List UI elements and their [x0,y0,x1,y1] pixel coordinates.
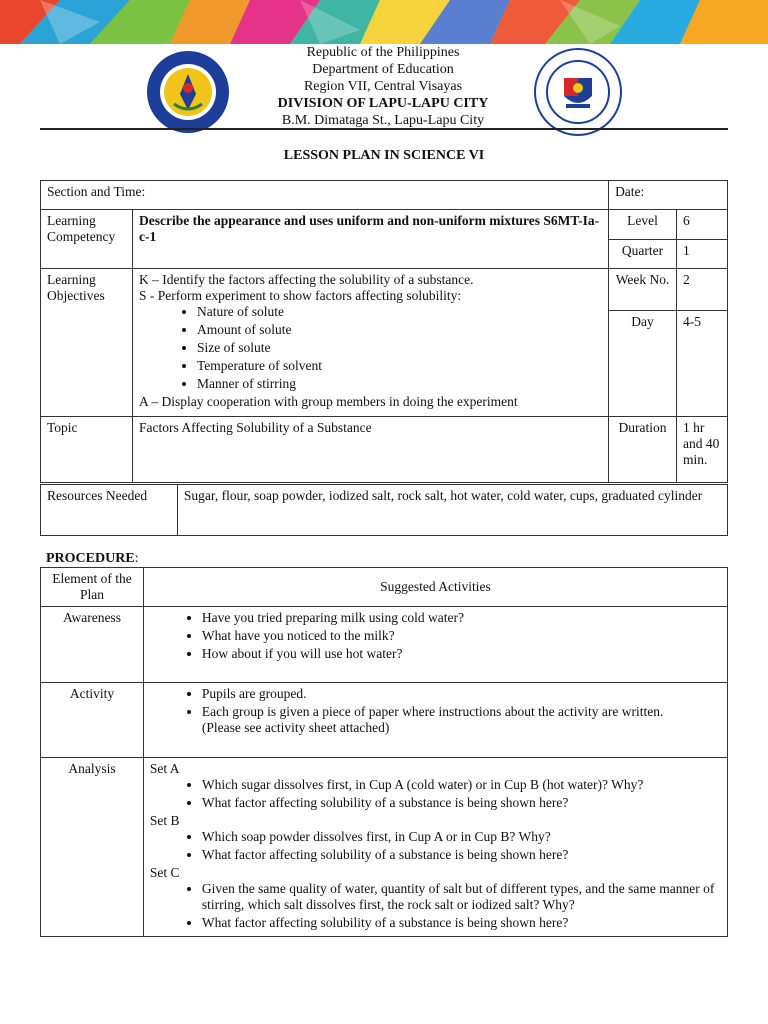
list-item [202,704,721,736]
department-line: Department of Education [312,62,454,77]
division-seal-logo [146,50,230,134]
list-item: • What factor affecting solubility of a substance is being shown here? [202,847,721,863]
list-item: • Which soap powder dissolves first, in Cup A or in Cup B? Why? [202,829,721,845]
region-line: Region VII, Central Visayas [303,79,463,94]
activity-cell [143,683,727,758]
list-item: • Size of solute [197,340,602,356]
awareness-label: Awareness [41,607,144,683]
quarter-label: Quarter [609,240,677,269]
day-label: Day [609,311,677,417]
list-item: • How about if you will use hot water? [202,646,721,662]
list-item: • Pupils are grouped. [202,686,721,702]
header-divider [40,128,728,130]
week-value: 2 [677,269,728,311]
objectives-label: Learning Objectives [41,269,133,417]
section-time-cell: Section and Time: [41,181,609,210]
list-item: • Nature of solute [197,304,602,320]
set-a-label: Set A [149,761,180,776]
letterhead [0,44,768,134]
set-c-label: Set C [149,865,180,880]
deped-seal-logo [534,48,622,136]
objective-knowledge: K – Identify the factors affecting the solubility of a substance. [138,272,474,287]
list-item-note: (Please see activity sheet attached) [201,720,390,735]
lesson-info-table [40,180,728,483]
list-item: • Amount of solute [197,322,602,338]
factor-list [139,304,602,392]
list-item: • Which sugar dissolves first, in Cup A (cold water) or in Cup B (hot water)? Why? [202,777,721,793]
resources-value: Sugar, flour, soap powder, iodized salt, rock salt, hot water, cold water, cups, graduated cylinder [177,485,727,536]
procedure-label: PROCEDURE [46,551,135,566]
quarter-value: 1 [677,240,728,269]
activities-header: Suggested Activities [143,568,727,607]
level-label: Level [609,210,677,240]
competency-label: Learning Competency [41,210,133,269]
decorative-banner [0,0,768,44]
objectives-cell [132,269,608,417]
objective-skill: S - Perform experiment to show factors affecting solubility: [138,288,462,303]
topic-value: Factors Affecting Solubility of a Substance [132,417,608,483]
procedure-heading [46,551,139,567]
date-cell: Date: [609,181,728,210]
letterhead-text [240,44,526,129]
procedure-table [40,567,728,937]
list-item: • Given the same quality of water, quantity of salt but of different types, and the same manner of stirring, which salt dissolves first, the rock salt or iodized salt? Why? [202,881,721,913]
list-item: • Temperature of solvent [197,358,602,374]
set-b-label: Set B [149,813,180,828]
competency-text: Describe the appearance and uses uniform and non-uniform mixtures S6MT-Ia- c-1 [132,210,608,269]
list-item: • What have you noticed to the milk? [202,628,721,644]
resources-label: Resources Needed [41,485,178,536]
element-header: Element of the Plan [41,568,144,607]
list-item-text: Each group is given a piece of paper where instructions about the activity are written. [201,704,664,719]
level-value: 6 [677,210,728,240]
list-item: • Manner of stirring [197,376,602,392]
objective-attitude: A – Display cooperation with group members in doing the experiment [138,394,518,409]
list-item: • What factor affecting solubility of a substance is being shown here? [202,915,721,931]
duration-label: Duration [609,417,677,483]
analysis-cell [143,758,727,937]
division-line: DIVISION OF LAPU-LAPU CITY [277,96,489,111]
day-value: 4-5 [677,311,728,417]
document-title: LESSON PLAN IN SCIENCE VI [283,148,485,163]
topic-label: Topic [41,417,133,483]
resources-table [40,484,728,536]
activity-label: Activity [41,683,144,758]
republic-line: Republic of the Philippines [306,45,460,60]
list-item: • Have you tried preparing milk using cold water? [202,610,721,626]
list-item: • What factor affecting solubility of a substance is being shown here? [202,795,721,811]
address-line: B.M. Dimataga St., Lapu-Lapu City [281,113,485,128]
duration-value: 1 hr and 40 min. [677,417,728,483]
week-label: Week No. [609,269,677,311]
awareness-cell [143,607,727,683]
procedure-colon: : [134,551,139,566]
analysis-label: Analysis [41,758,144,937]
